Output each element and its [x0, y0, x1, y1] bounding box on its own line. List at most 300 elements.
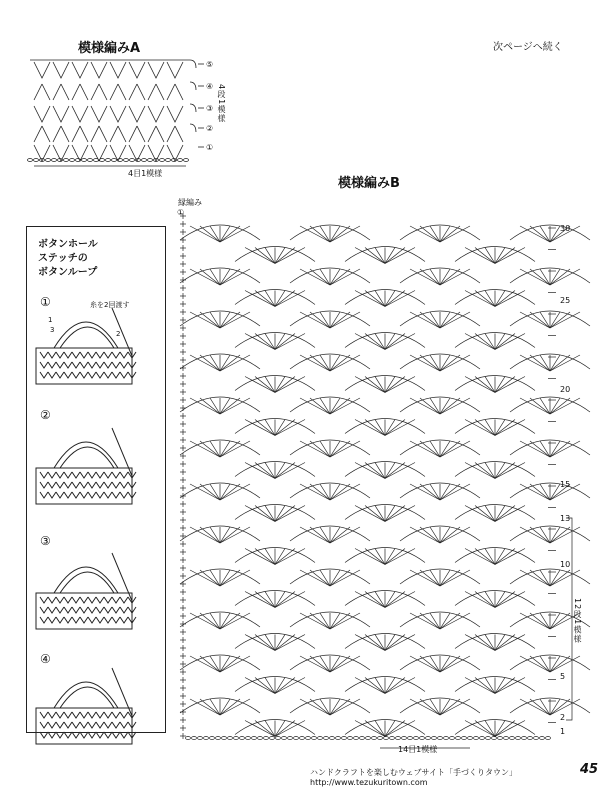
pattern-b-stitch [440, 613, 470, 629]
pattern-b-stitch [330, 312, 350, 328]
pattern-b-stitch [530, 570, 550, 586]
pattern-b-stitch [220, 398, 250, 414]
pattern-b-stitch [330, 312, 360, 328]
pattern-b-stitch [385, 377, 405, 393]
pattern-b-chain [510, 737, 515, 740]
pattern-b-chain [432, 737, 437, 740]
pattern-b-stitch [355, 377, 385, 393]
fabric-stitch [112, 472, 120, 498]
pattern-b-stitch [495, 592, 525, 608]
pattern-b-stitch [530, 699, 550, 715]
pattern-b-stitch [200, 527, 220, 543]
pattern-b-bottom-label: 14目1模様 [398, 745, 438, 754]
pattern-b-stitch [245, 592, 275, 608]
pattern-b-stitch [200, 398, 220, 414]
pattern-b-stitch [530, 484, 550, 500]
pattern-b-stitch [520, 484, 550, 500]
pattern-b-stitch [495, 721, 525, 737]
pattern-b-chain [204, 737, 209, 740]
pattern-b-stitch [475, 635, 495, 651]
fabric-stitch [88, 472, 96, 498]
pattern-b-stitch [300, 570, 330, 586]
continue-note: 次ページへ続く [493, 42, 563, 53]
pattern-a-chain [46, 159, 51, 162]
pattern-b-chain [360, 737, 365, 740]
pattern-a-row-marker: ④ [206, 82, 214, 91]
pattern-b-stitch [245, 549, 275, 565]
pattern-b-stitch [385, 549, 415, 565]
pattern-b-stitch [200, 484, 220, 500]
pattern-b-stitch [465, 420, 495, 436]
pattern-b-stitch [550, 269, 580, 285]
pattern-b-stitch [530, 226, 550, 242]
pattern-b-stitch [220, 226, 240, 242]
pattern-b-stitch [190, 355, 220, 371]
pattern-b-stitch [190, 699, 220, 715]
pattern-b-stitch [440, 226, 460, 242]
pattern-b-stitch [330, 355, 350, 371]
pattern-b-chain [252, 737, 257, 740]
pattern-a-chain [184, 159, 189, 162]
pattern-b-chain [276, 737, 281, 740]
pattern-b-stitch [520, 355, 550, 371]
pattern-a-stitch [72, 62, 88, 78]
pattern-b-stitch [220, 355, 250, 371]
pattern-a-chain [34, 159, 39, 162]
pattern-b-stitch [365, 291, 385, 307]
pattern-a-chain [130, 159, 135, 162]
pattern-b-stitch [220, 699, 240, 715]
pattern-b-stitch [190, 269, 220, 285]
pattern-b-stitch [355, 678, 385, 694]
pattern-b-chain [282, 737, 287, 740]
pattern-b-stitch [330, 441, 360, 457]
pattern-b-stitch [475, 291, 495, 307]
pattern-b-row-number: 5 [560, 672, 566, 681]
fabric-stitch [40, 352, 48, 378]
pattern-b-chain [438, 737, 443, 740]
pattern-a-chain [148, 159, 153, 162]
pattern-b-stitch [200, 269, 220, 285]
pattern-b-chain [270, 737, 275, 740]
fabric-stitch [96, 472, 104, 498]
pattern-b-stitch [385, 721, 405, 737]
pattern-b-stitch [495, 420, 525, 436]
pattern-b-chain [450, 737, 455, 740]
pattern-b-stitch [275, 334, 295, 350]
pattern-b-stitch [385, 420, 415, 436]
pattern-b-stitch [520, 699, 550, 715]
pattern-b-stitch [200, 355, 220, 371]
pattern-b-stitch [440, 226, 470, 242]
pattern-b-chain [324, 737, 329, 740]
fabric-stitch [96, 597, 104, 623]
pattern-b-stitch [475, 248, 495, 264]
pattern-b-stitch [440, 484, 460, 500]
pattern-b-stitch [300, 527, 330, 543]
pattern-b-stitch [495, 506, 525, 522]
pattern-b-stitch [550, 226, 570, 242]
pattern-b-stitch [550, 355, 580, 371]
pattern-a-chart [28, 60, 205, 166]
pattern-b-stitch [495, 291, 515, 307]
pattern-b-stitch [385, 334, 415, 350]
pattern-b-stitch [190, 527, 220, 543]
pattern-b-chain [528, 737, 533, 740]
pattern-b-stitch [495, 549, 525, 565]
pattern-b-stitch [420, 656, 440, 672]
fabric-stitch [104, 472, 112, 498]
pattern-a-stitch [129, 126, 145, 142]
pattern-a-chain [160, 159, 165, 162]
pattern-b-stitch [300, 312, 330, 328]
pattern-b-stitch [465, 635, 495, 651]
pattern-a-row-marker: ③ [206, 104, 214, 113]
pattern-b-stitch [520, 527, 550, 543]
pattern-b-stitch [385, 506, 415, 522]
pattern-b-stitch [520, 269, 550, 285]
step-number: ① [40, 295, 51, 309]
pattern-b-stitch [520, 570, 550, 586]
pattern-b-stitch [220, 484, 240, 500]
pattern-b-stitch [310, 484, 330, 500]
pattern-b-stitch [310, 398, 330, 414]
pattern-b-stitch [255, 635, 275, 651]
pattern-b-chain [294, 737, 299, 740]
pattern-b-stitch [255, 334, 275, 350]
pattern-a-chain [100, 159, 105, 162]
pattern-b-stitch [255, 377, 275, 393]
pattern-b-chain [396, 737, 401, 740]
pattern-b-stitch [550, 527, 570, 543]
pattern-b-chain [456, 737, 461, 740]
pattern-b-stitch [410, 226, 440, 242]
pattern-b-stitch [465, 506, 495, 522]
fabric-stitch [64, 472, 72, 498]
pattern-b-row-number: 2 [560, 713, 566, 722]
pattern-b-stitch [420, 527, 440, 543]
pattern-b-stitch [300, 355, 330, 371]
pattern-a-chain [106, 159, 111, 162]
pattern-b-stitch [410, 269, 440, 285]
fabric-stitch [88, 352, 96, 378]
pattern-a-chain [82, 159, 87, 162]
pattern-b-stitch [385, 248, 405, 264]
pattern-b-stitch [330, 226, 350, 242]
pattern-b-stitch [245, 291, 275, 307]
pattern-b-stitch [245, 721, 275, 737]
pattern-b-stitch [495, 678, 525, 694]
step-small-label: 2 [116, 330, 121, 338]
pattern-b-stitch [275, 592, 305, 608]
pattern-b-stitch [420, 226, 440, 242]
pattern-b-stitch [255, 721, 275, 737]
pattern-b-stitch [475, 549, 495, 565]
pattern-b-stitch [220, 699, 250, 715]
pattern-b-stitch [530, 269, 550, 285]
pattern-b-stitch [495, 678, 515, 694]
edge-row-marker: ① [177, 208, 185, 217]
pattern-b-stitch [465, 377, 495, 393]
step-note: 糸を2回渡す [90, 301, 130, 309]
pattern-b-stitch [300, 613, 330, 629]
fabric-stitch [64, 712, 72, 738]
yarn-loop [54, 682, 118, 708]
fabric-stitch [72, 472, 80, 498]
pattern-b-stitch [330, 269, 360, 285]
pattern-b-stitch [465, 592, 495, 608]
pattern-b-stitch [520, 441, 550, 457]
pattern-b-stitch [330, 441, 350, 457]
pattern-b-stitch [420, 570, 440, 586]
pattern-b-stitch [190, 441, 220, 457]
pattern-b-stitch [310, 613, 330, 629]
pattern-b-stitch [440, 355, 460, 371]
pattern-b-stitch [410, 570, 440, 586]
pattern-a-chain [64, 159, 69, 162]
pattern-b-stitch [385, 463, 405, 479]
pattern-b-chain [480, 737, 485, 740]
pattern-b-stitch [330, 656, 360, 672]
fabric-stitch [48, 597, 56, 623]
pattern-b-stitch [275, 463, 305, 479]
pattern-b-stitch [255, 678, 275, 694]
pattern-b-stitch [440, 398, 470, 414]
pattern-a-stitch [167, 126, 183, 142]
pattern-b-stitch [300, 269, 330, 285]
pattern-b-stitch [440, 656, 470, 672]
pattern-b-stitch [245, 248, 275, 264]
buttonhole-illustrations [36, 308, 136, 744]
pattern-a-stitch [53, 62, 69, 78]
pattern-b-stitch [420, 312, 440, 328]
fabric-stitch [88, 597, 96, 623]
pattern-b-stitch [465, 549, 495, 565]
pattern-a-stitch [34, 84, 50, 100]
pattern-b-stitch [385, 334, 405, 350]
pattern-a-stitch [110, 84, 126, 100]
pattern-b-stitch [530, 398, 550, 414]
pattern-b-row-number: 15 [560, 480, 571, 489]
fabric-stitch [88, 712, 96, 738]
pattern-b-stitch [310, 699, 330, 715]
pattern-b-stitch [245, 678, 275, 694]
pattern-a-stitch [148, 84, 164, 100]
pattern-b-stitch [440, 269, 460, 285]
pattern-a-stitch [53, 84, 69, 100]
pattern-b-stitch [275, 334, 305, 350]
pattern-b-stitch [440, 699, 470, 715]
pattern-b-stitch [275, 678, 295, 694]
pattern-b-stitch [385, 592, 405, 608]
pattern-b-stitch [530, 613, 550, 629]
pattern-b-stitch [410, 441, 440, 457]
fabric-stitch [56, 352, 64, 378]
pattern-b-stitch [365, 420, 385, 436]
pattern-b-stitch [255, 463, 275, 479]
pattern-b-stitch [495, 635, 515, 651]
pattern-b-stitch [385, 721, 415, 737]
fabric-stitch [72, 352, 80, 378]
pattern-b-chain [198, 737, 203, 740]
pattern-b-stitch [550, 398, 570, 414]
pattern-b-stitch [300, 656, 330, 672]
pattern-b-chain [258, 737, 263, 740]
pattern-b-stitch [440, 312, 460, 328]
pattern-b-stitch [220, 613, 240, 629]
pattern-b-stitch [330, 269, 350, 285]
pattern-b-chain [216, 737, 221, 740]
pattern-b-stitch [275, 420, 305, 436]
pattern-b-stitch [385, 678, 405, 694]
pattern-b-chain [516, 737, 521, 740]
pattern-b-stitch [530, 527, 550, 543]
pattern-b-stitch [385, 592, 415, 608]
pattern-b-chain [486, 737, 491, 740]
pattern-b-stitch [420, 699, 440, 715]
fabric-stitch [80, 597, 88, 623]
pattern-a-stitch [110, 106, 126, 122]
pattern-b-stitch [365, 506, 385, 522]
fabric-stitch [64, 352, 72, 378]
step-number: ④ [40, 652, 51, 666]
pattern-b-chain [408, 737, 413, 740]
pattern-b-stitch [465, 248, 495, 264]
pattern-b-chain [402, 737, 407, 740]
pattern-b-stitch [495, 463, 525, 479]
pattern-b-side-label: 12段1模様 [573, 598, 582, 644]
pattern-b-stitch [495, 248, 515, 264]
pattern-a-stitch [72, 106, 88, 122]
pattern-b-stitch [220, 570, 240, 586]
pattern-a-stitch [91, 126, 107, 142]
pattern-b-stitch [385, 678, 415, 694]
pattern-a-stitch [110, 62, 126, 78]
pattern-b-stitch [275, 377, 305, 393]
pattern-b-stitch [190, 570, 220, 586]
pattern-b-chain [390, 737, 395, 740]
pattern-b-stitch [330, 484, 360, 500]
pattern-b-chain [348, 737, 353, 740]
pattern-b-stitch [385, 377, 415, 393]
pattern-a-stitch [148, 126, 164, 142]
pattern-b-stitch [245, 420, 275, 436]
pattern-b-stitch [300, 699, 330, 715]
pattern-b-stitch [465, 463, 495, 479]
fabric-stitch [112, 352, 120, 378]
pattern-b-stitch [440, 527, 460, 543]
pattern-b-stitch [200, 656, 220, 672]
pattern-a-stitch [72, 126, 88, 142]
pattern-b-stitch [365, 678, 385, 694]
pattern-b-stitch [520, 312, 550, 328]
fabric-stitch [40, 712, 48, 738]
pattern-b-stitch [200, 226, 220, 242]
pattern-a-stitch [91, 84, 107, 100]
pattern-a-chain [124, 159, 129, 162]
pattern-b-chain [444, 737, 449, 740]
step-small-label: 1 [48, 316, 53, 324]
yarn-loop [54, 322, 121, 348]
fabric-stitch [96, 712, 104, 738]
pattern-b-stitch [275, 291, 295, 307]
pattern-a-chain [166, 159, 171, 162]
pattern-b-stitch [440, 613, 460, 629]
pattern-b-stitch [300, 226, 330, 242]
pattern-b-stitch [310, 527, 330, 543]
pattern-b-chain [246, 737, 251, 740]
fabric-stitch [120, 597, 128, 623]
pattern-b-stitch [410, 527, 440, 543]
pattern-b-stitch [220, 226, 250, 242]
pattern-b-chain [468, 737, 473, 740]
pattern-a-bottom-label: 4目1模様 [128, 169, 163, 178]
pattern-b-stitch [200, 312, 220, 328]
pattern-b-stitch [220, 570, 250, 586]
pattern-a-stitch [167, 62, 183, 78]
pattern-a-chain [112, 159, 117, 162]
pattern-b-stitch [275, 635, 305, 651]
fabric-stitch [40, 472, 48, 498]
pattern-b-stitch [550, 527, 580, 543]
pattern-b-stitch [330, 527, 360, 543]
pattern-b-stitch [495, 506, 515, 522]
pattern-b-stitch [550, 613, 570, 629]
pattern-b-stitch [410, 484, 440, 500]
pattern-b-chain [330, 737, 335, 740]
pattern-b-stitch [355, 635, 385, 651]
pattern-b-chain [492, 737, 497, 740]
step-number: ③ [40, 534, 51, 548]
pattern-b-stitch [220, 656, 250, 672]
pattern-b-stitch [530, 656, 550, 672]
pattern-b-chain [228, 737, 233, 740]
pattern-b-stitch [420, 484, 440, 500]
pattern-b-chain [462, 737, 467, 740]
pattern-b-chain [222, 737, 227, 740]
pattern-b-stitch [365, 721, 385, 737]
pattern-b-stitch [440, 441, 470, 457]
pattern-b-stitch [245, 377, 275, 393]
pattern-b-stitch [410, 699, 440, 715]
pattern-b-stitch [520, 398, 550, 414]
pattern-a-stitch [129, 106, 145, 122]
pattern-a-chain [88, 159, 93, 162]
pattern-b-stitch [495, 291, 525, 307]
pattern-b-chain [366, 737, 371, 740]
pattern-b-stitch [220, 398, 240, 414]
pattern-b-stitch [355, 721, 385, 737]
pattern-b-chain [186, 737, 191, 740]
pattern-a-chain [52, 159, 57, 162]
pattern-b-stitch [365, 334, 385, 350]
pattern-a-chain [94, 159, 99, 162]
pattern-b-stitch [330, 398, 360, 414]
pattern-b-chain [264, 737, 269, 740]
pattern-b-stitch [310, 355, 330, 371]
pattern-a-chain [142, 159, 147, 162]
pattern-b-stitch [440, 312, 470, 328]
pattern-b-stitch [330, 699, 350, 715]
pattern-b-row-number: 25 [560, 296, 571, 305]
pattern-b-stitch [365, 549, 385, 565]
pattern-b-stitch [220, 355, 240, 371]
fabric-stitch [80, 352, 88, 378]
pattern-b-chain [312, 737, 317, 740]
pattern-b-stitch [365, 248, 385, 264]
pattern-b-stitch [440, 441, 460, 457]
pattern-b-stitch [530, 441, 550, 457]
